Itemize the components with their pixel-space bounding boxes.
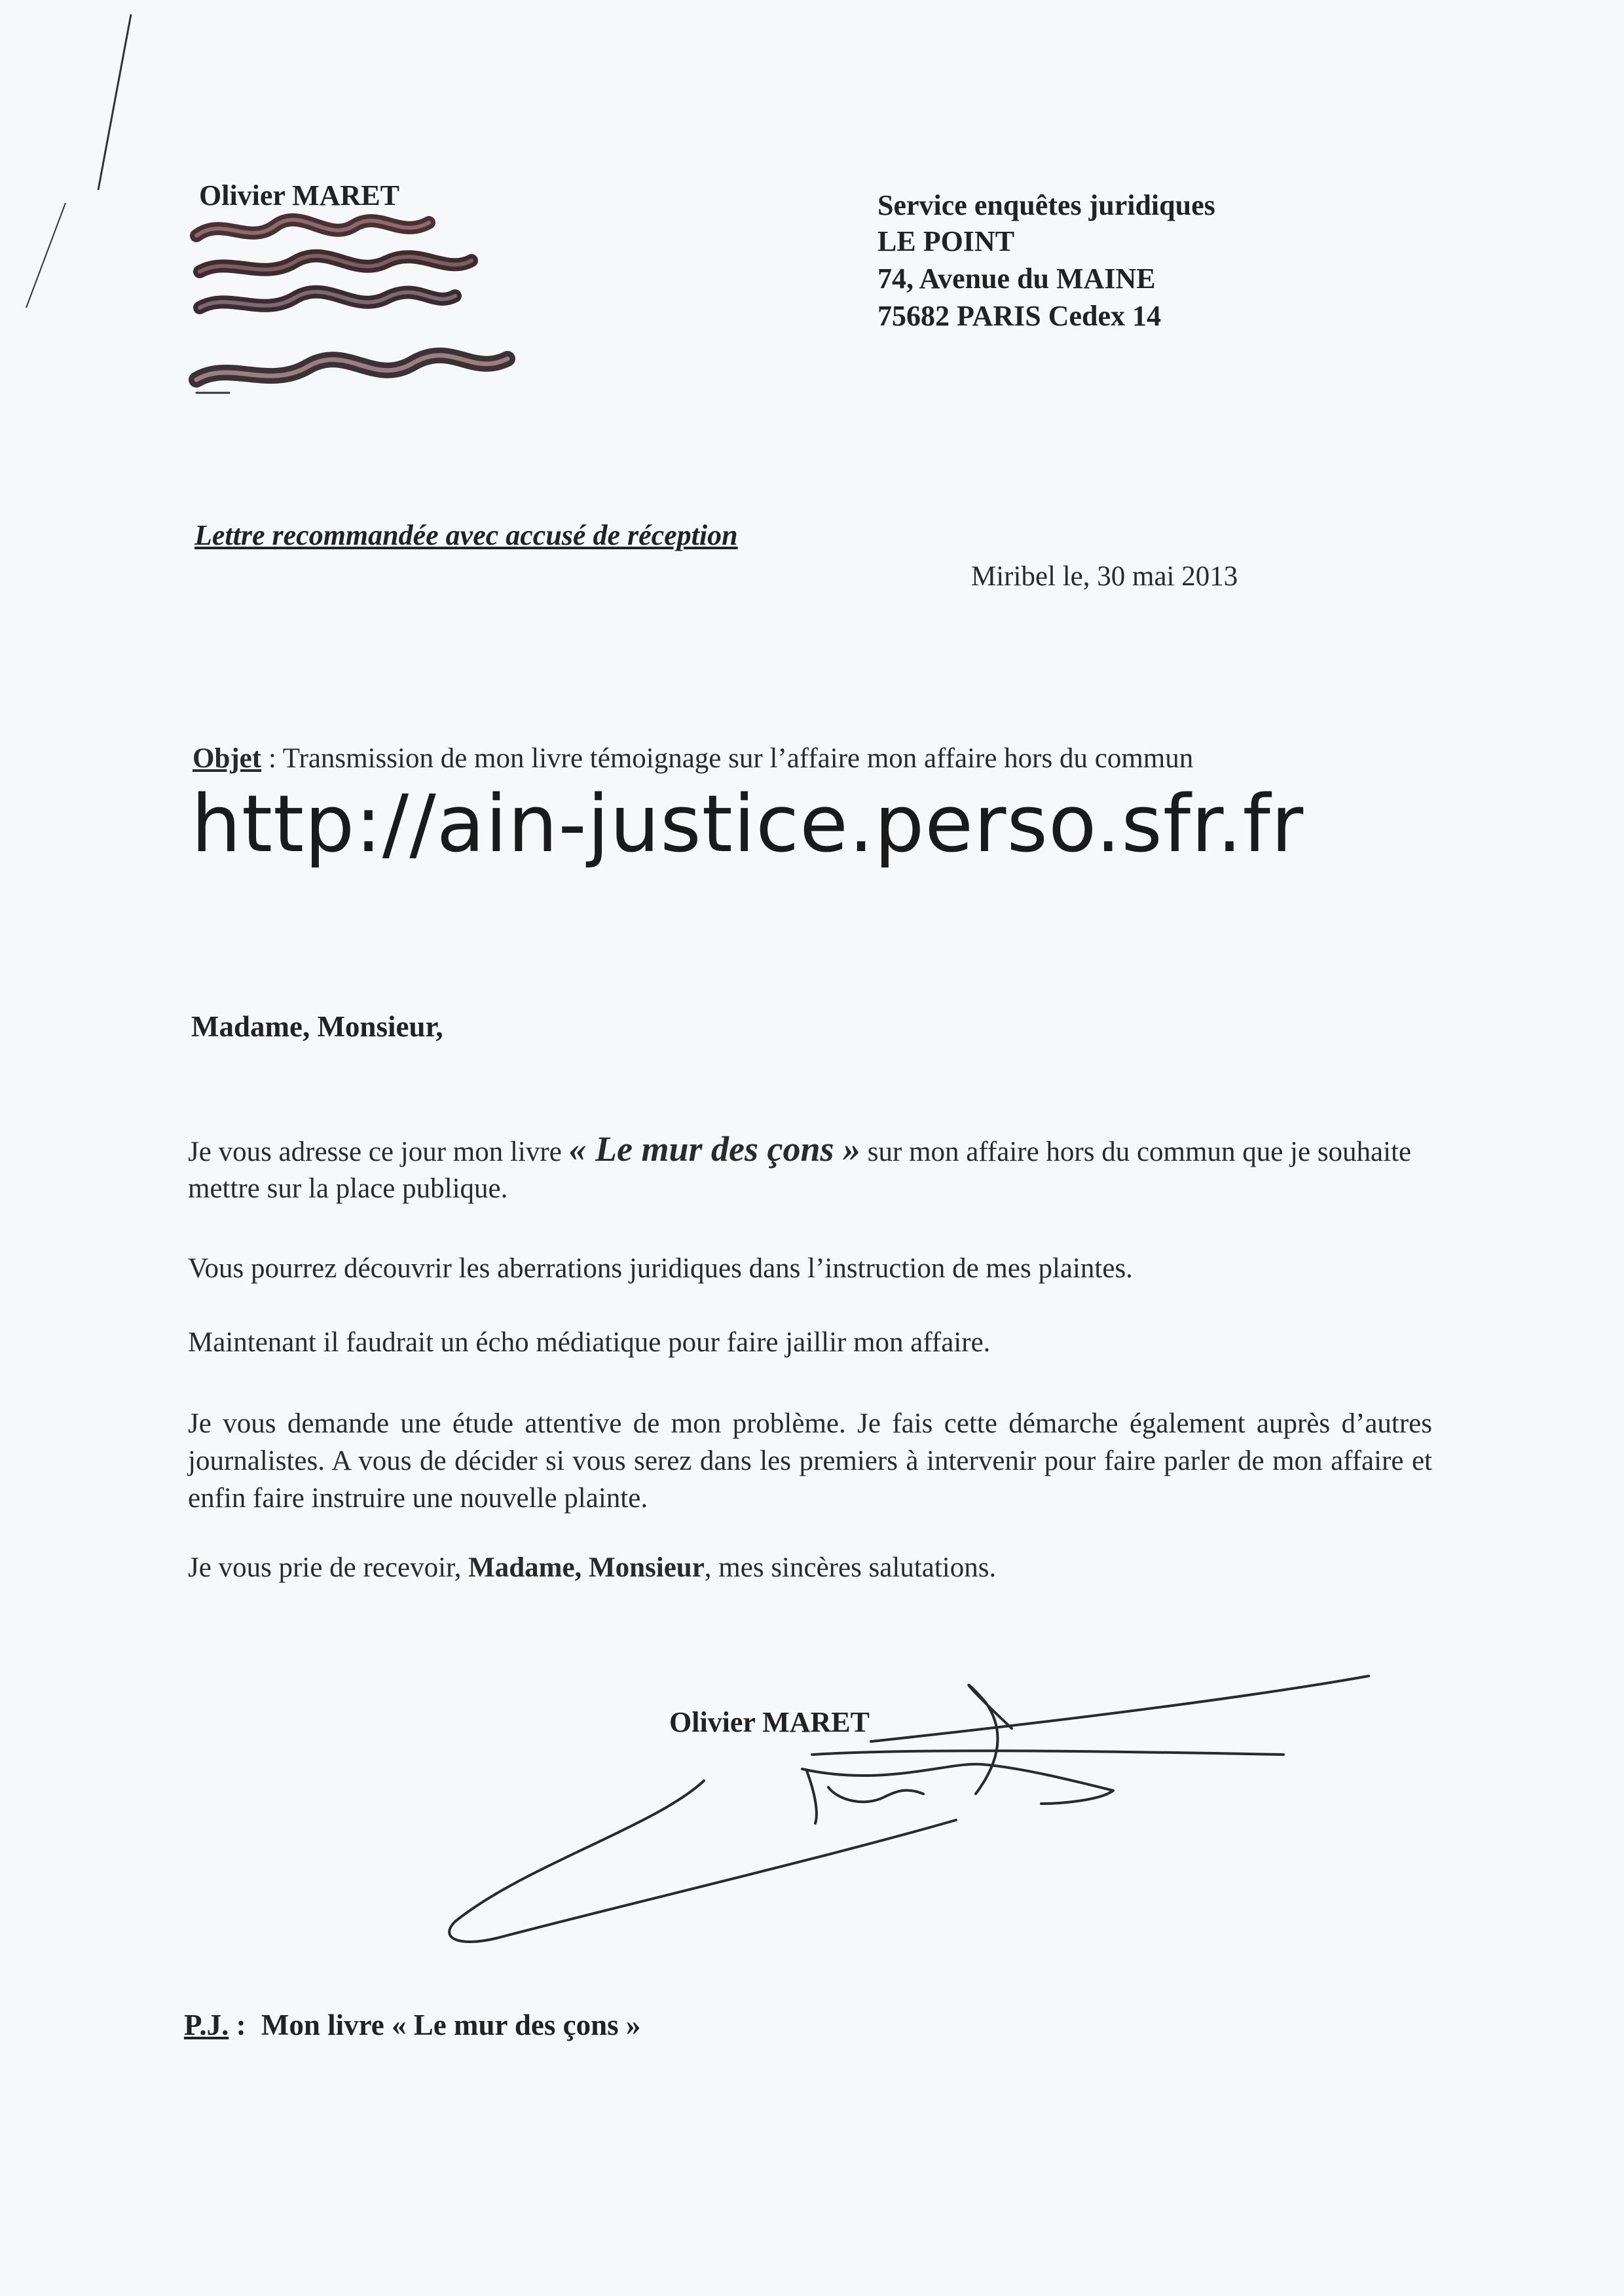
closing-bold: Madame, Monsieur [468,1552,705,1583]
subject-text: Transmission de mon livre témoignage sur l’affaire mon affaire hors du commun [282,743,1194,774]
attachment-line: P.J. : Mon livre « Le mur des çons » [184,2009,641,2041]
date-line: Miribel le, 30 mai 2013 [971,561,1238,592]
attachment-text: Mon livre « Le mur des çons » [261,2009,641,2041]
subject-label: Objet [193,743,262,774]
attachment-label: P.J. [184,2009,229,2041]
paragraph-4: Je vous demande une étude attentive de mon problème. Je fais cette démarche également auprès d’autres journalistes. A vous de décider si vous serez dans les premiers à intervenir pour faire parler de mon affaire et enfin faire instruire une nouvelle plainte. [188,1408,1432,1514]
paragraph-1: Je vous adresse ce jour mon livre « Le mur des çons » sur mon affaire hors du commun que je souhaite mettre sur la place publique. [188,1129,1412,1204]
salutation: Madame, Monsieur, [191,1010,443,1043]
recipient-line: 74, Avenue du MAINE [877,263,1156,295]
recipient-line: LE POINT [877,225,1015,257]
recipient-line: Service enquêtes juridiques [877,189,1215,221]
recipient-line: 75682 PARIS Cedex 14 [877,300,1162,332]
book-title: « Le mur des çons » [568,1129,861,1169]
paragraph-2: Vous pourrez découvrir les aberrations juridiques dans l’instruction de mes plaintes. [188,1253,1133,1284]
closing-line: Je vous prie de recevoir, Madame, Monsieur, mes sincères salutations. [188,1552,997,1583]
delivery-mode: Lettre recommandée avec accusé de réception [194,519,738,551]
sender-name: Olivier MARET [199,179,399,211]
signature-name: Olivier MARET [669,1706,870,1738]
website-url: http://ain-justice.perso.sfr.fr [191,779,1304,870]
paragraph-3: Maintenant il faudrait un écho médiatique pour faire jaillir mon affaire. [188,1327,991,1358]
subject-separator: : [261,743,283,774]
